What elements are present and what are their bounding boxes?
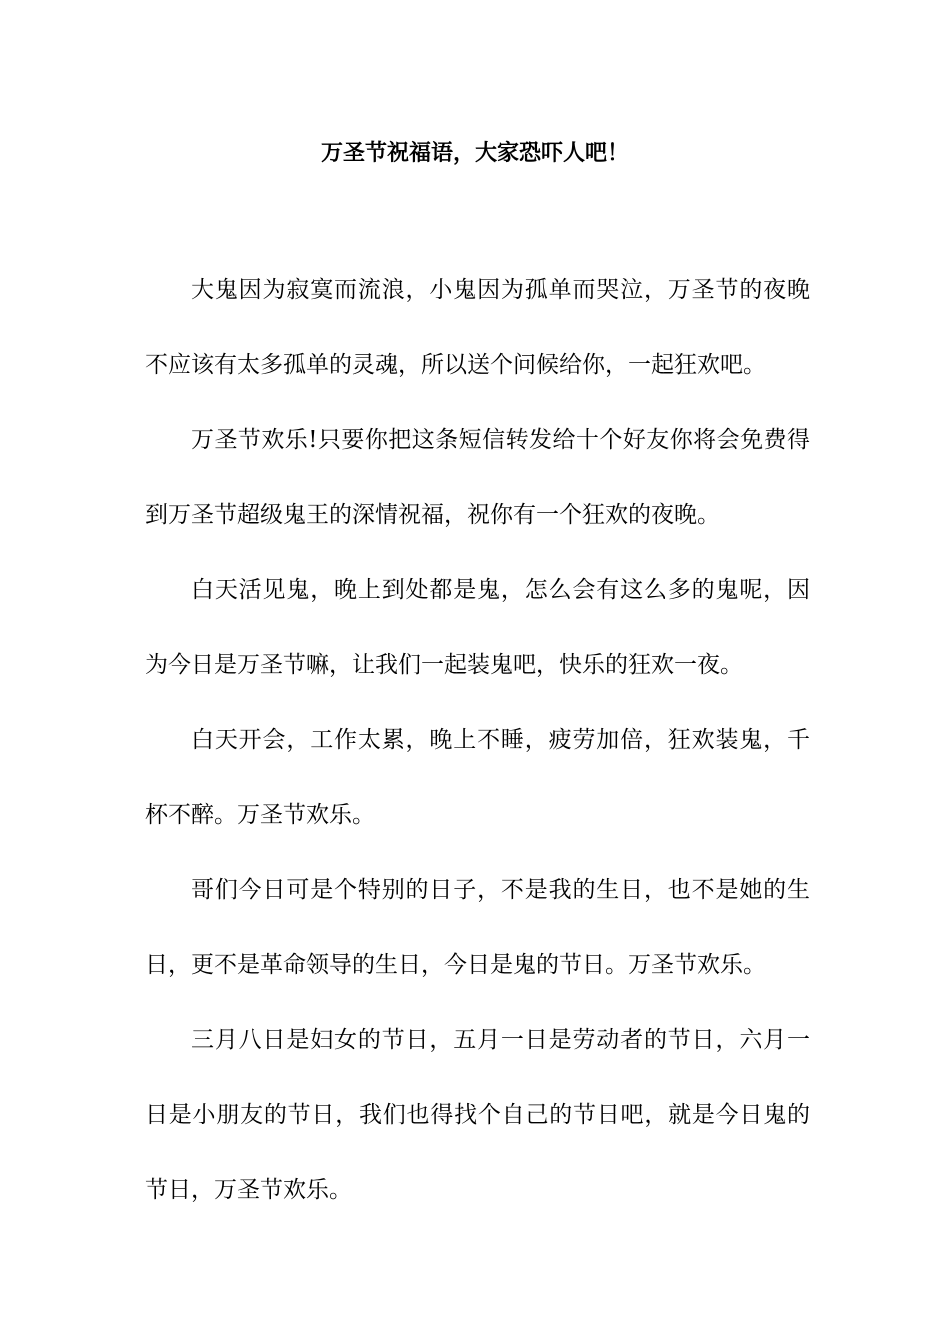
paragraph-5: 哥们今日可是个特别的日子，不是我的生日，也不是她的生日，更不是革命领导的生日，今日是鬼的节日。万圣节欢乐。	[145, 877, 810, 978]
paragraph-3: 白天活见鬼，晚上到处都是鬼，怎么会有这么多的鬼呢，因为今日是万圣节嘛，让我们一起装鬼吧，快乐的狂欢一夜。	[145, 577, 810, 678]
paragraph-1: 大鬼因为寂寞而流浪，小鬼因为孤单而哭泣，万圣节的夜晚不应该有太多孤单的灵魂，所以送个问候给你，一起狂欢吧。	[145, 277, 810, 378]
paragraph-6: 三月八日是妇女的节日，五月一日是劳动者的节日，六月一日是小朋友的节日，我们也得找个自己的节日吧，就是今日鬼的节日，万圣节欢乐。	[145, 1027, 810, 1203]
document-title: 万圣节祝福语，大家恐吓人吧！	[320, 140, 629, 166]
paragraph-4: 白天开会，工作太累，晚上不睡，疲劳加倍，狂欢装鬼，千杯不醉。万圣节欢乐。	[145, 727, 810, 828]
document-body	[145, 253, 810, 1228]
paragraph-2: 万圣节欢乐!只要你把这条短信转发给十个好友你将会免费得到万圣节超级鬼王的深情祝福，祝你有一个狂欢的夜晚。	[145, 427, 810, 528]
